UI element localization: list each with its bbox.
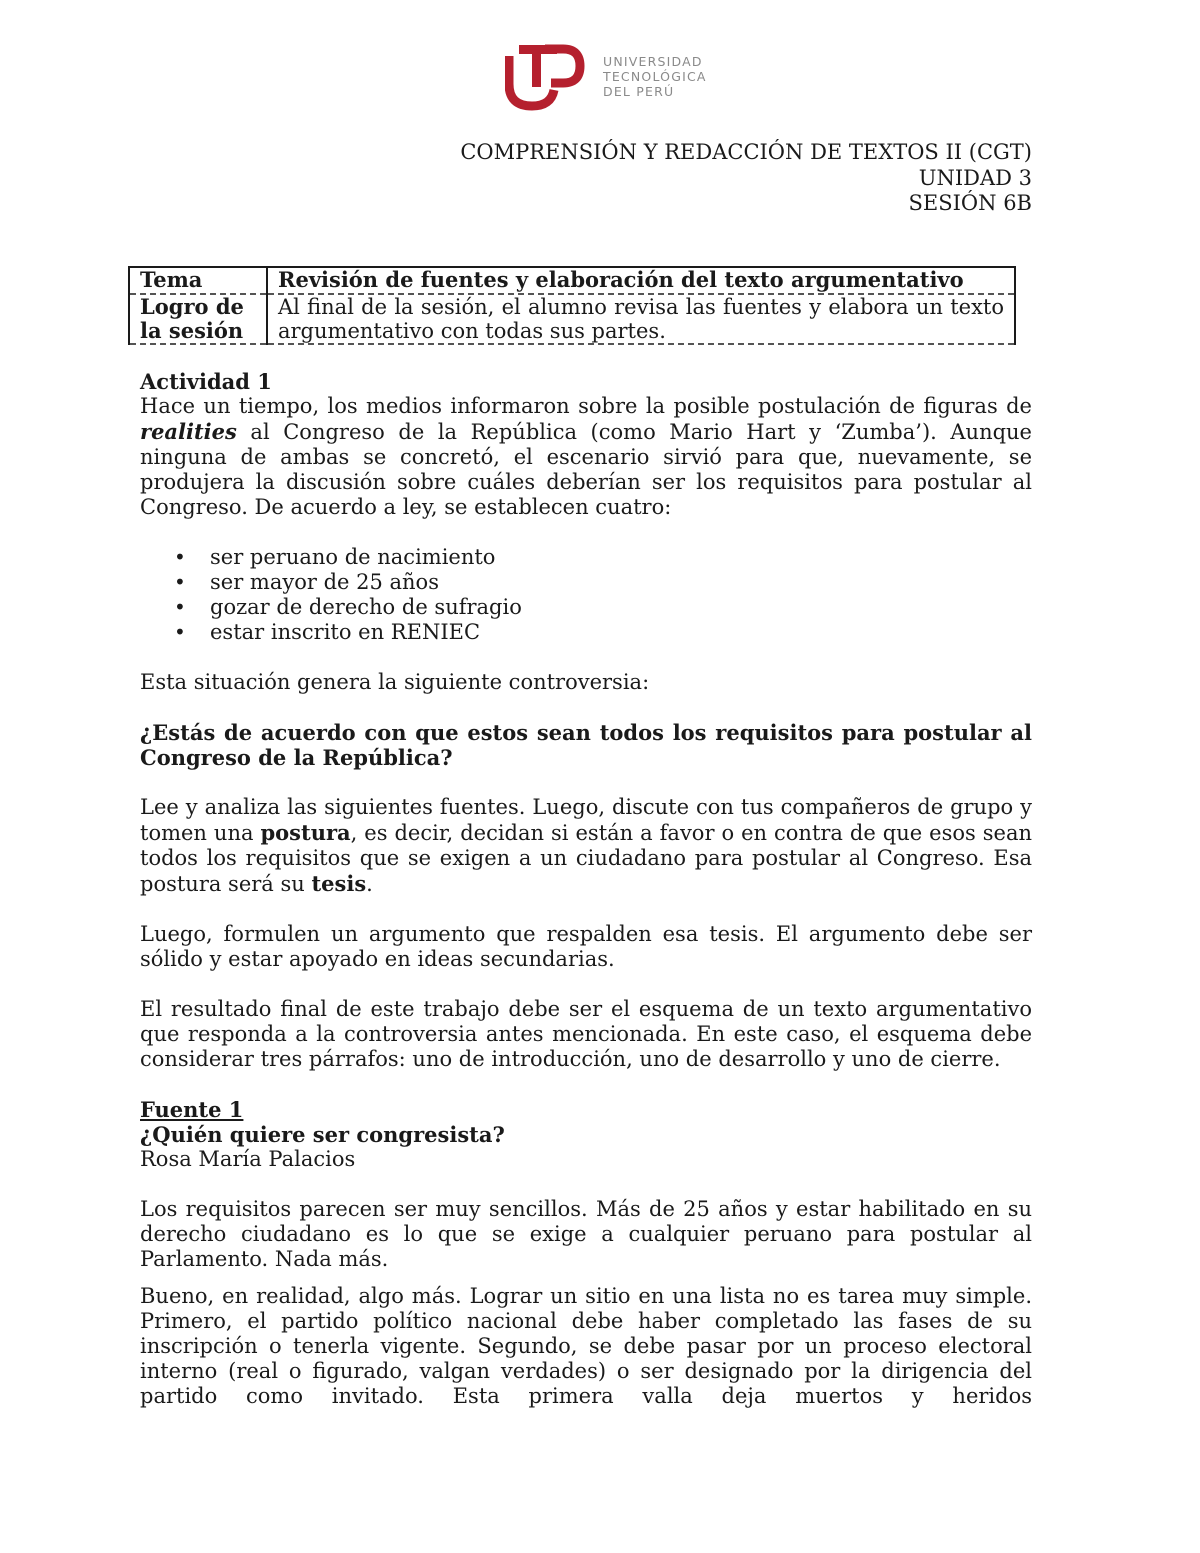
instr1-text-b: , es decir, decidan si están a favor o en contra de que esos sean todos los requisitos que se exigen a un ciudadano para postular al Congreso. Esa postura será su [140,821,1032,896]
document-header [460,140,1032,217]
controversy-intro: Esta situación genera la siguiente controversia: [140,670,650,694]
list-item: • estar inscrito en RENIEC [210,620,1032,645]
topic-key: Tema [129,267,267,294]
session-label: SESIÓN 6B [908,191,1032,215]
instructions-3: El resultado final de este trabajo debe ser el esquema de un texto argumentativo que responda a la controversia antes mencionada. En este caso, el esquema debe considerar tres párrafos: uno de introducción, uno de desarrollo y uno de cierre. [140,997,1032,1071]
source-title: ¿Quién quiere ser congresista? [140,1122,505,1147]
utp-logo [505,40,710,112]
requirements-list [140,545,1032,645]
goal-key [129,294,267,344]
source-paragraph-2: Bueno, en realidad, algo más. Lograr un sitio en una lista no es tarea muy simple. Primero, el partido político nacional debe haber completado las fases de su inscripción o tenerla vigente. Segundo, se debe pasar por un proceso electoral interno (real o figurado, valgan verdades) o ser designado por la dirigencia del partido como invitado. Esta primera valla deja muertos y heridos [140,1284,1032,1408]
instr1-text-a: Lee y analiza las siguientes fuentes. Luego, discute con tus compañeros de grupo y tomen una [140,795,1032,845]
logo-line-3: DEL PERÚ [603,84,675,99]
activity-intro [140,394,1032,520]
course-title: COMPRENSIÓN Y REDACCIÓN DE TEXTOS II (CGT) [460,140,1032,164]
list-item: • ser peruano de nacimiento [210,545,1032,570]
source-label: Fuente 1 [140,1097,244,1122]
source-author: Rosa María Palacios [140,1147,356,1171]
unit-label: UNIDAD 3 [918,165,1032,190]
goal-key-line-1: Logro de [140,294,244,319]
instructions-1 [140,795,1032,897]
table-row-topic [129,267,1015,294]
intro-italic: realities [140,419,237,444]
document-body [140,369,1032,1409]
intro-text-b: al Congreso de la República (como Mario Hart y ‘Zumba’). Aunque ninguna de ambas se concretó, el escenario sirvió para que, nuevamente, se produjera la discusión sobre cuáles deberían ser los requisitos para postular al Congreso. De acuerdo a ley, se establecen cuatro: [140,420,1032,519]
topic-value: Revisión de fuentes y elaboración del texto argumentativo [267,267,1015,294]
goal-value: Al final de la sesión, el alumno revisa las fuentes y elabora un texto argumentativo con todas sus partes. [278,295,1004,343]
table-row-goal [129,294,1015,344]
instructions-2: Luego, formulen un argumento que respalden esa tesis. El argumento debe ser sólido y estar apoyado en ideas secundarias. [140,922,1032,971]
goal-key-line-2: la sesión [140,318,244,343]
logo-line-1: UNIVERSIDAD [603,54,703,69]
source-paragraph-1: Los requisitos parecen ser muy sencillos. Más de 25 años y estar habilitado en su derecho ciudadano es lo que se exige a cualquier peruano para postular al Parlamento. Nada más. [140,1197,1032,1271]
list-item: • gozar de derecho de sufragio [210,595,1032,620]
activity-title: Actividad 1 [140,369,272,394]
instr1-bold-tesis: tesis [311,871,367,896]
utp-logo-mark-icon [505,40,585,112]
intro-text-a: Hace un tiempo, los medios informaron sobre la posible postulación de figuras de [140,394,1032,418]
session-info-table [128,266,1016,345]
logo-wordmark [603,54,707,99]
controversy-question: ¿Estás de acuerdo con que estos sean todos los requisitos para postular al Congreso de la República? [140,720,1032,770]
instr1-bold-postura: postura [260,820,351,845]
logo-line-2: TECNOLÓGICA [603,69,707,84]
instr1-text-c: . [366,872,373,896]
list-item: • ser mayor de 25 años [210,570,1032,595]
